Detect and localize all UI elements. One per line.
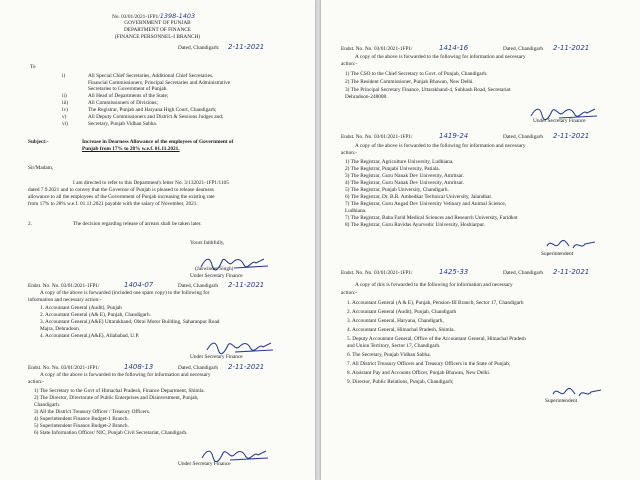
endst-item: 2) The Director, Directorate of Public Enterprises and Disinvestment, Punjab, — [34, 395, 199, 401]
subject-label: Subject:- — [28, 139, 49, 145]
recipient-text: All Head of Departments of the State; — [88, 93, 169, 99]
endst-item: 1) The CSO to the Chief Secretary to Govt. of Punjab, Chandigarh. — [345, 71, 488, 77]
recipient-text: All Deputy Commissioners and District & Sessions Judges and; — [88, 114, 224, 120]
endst-item: and Union Territory, Sector 17, Chandigarh. — [347, 343, 441, 349]
endst-item: Chandigarh. — [34, 402, 61, 408]
endst-item: 3) All the District Treasury Officer / Treasury Officers. — [34, 409, 151, 415]
signer-designation: Superintendent — [545, 398, 578, 404]
endst-item: 2) The Resident Commissioner, Punjab Bhawan, New Delhi. — [345, 79, 474, 85]
endst-item: Dehradoon-248008. — [345, 94, 388, 100]
endst-number-handwritten: 1419-24 — [439, 132, 469, 140]
endst-number-handwritten: 1425-33 — [439, 268, 469, 276]
letter-page-right — [321, 0, 640, 480]
endst-item: 1) The Secretary to the Govt of Himachal Pradesh, Finance Department, Shimla. — [34, 388, 205, 394]
govt-heading: GOVERNMENT OF PUNJAB — [124, 20, 191, 26]
endst-item: 6. The Secretary, Punjab Vidhan Sabha. — [347, 352, 431, 358]
recipient-num: iv) — [62, 107, 68, 113]
endst-intro: A copy of the above is forwarded to the following for information and necessary — [355, 143, 526, 149]
endst-item: 9. Director, Public Relations, Punjab, Chandigarh; — [347, 379, 454, 385]
endst-intro: action:- — [341, 290, 358, 296]
endst-intro: A copy of the above is forwarded (included one spare copy) to the following for — [40, 290, 210, 296]
signer-designation: Under Secretary Finance — [190, 273, 243, 279]
endst-date-label: Dated, Chandigarh — [503, 46, 544, 52]
to-label: To — [30, 64, 36, 70]
endst-intro: action:- — [341, 150, 358, 156]
endst-item: 2. Accountant General (Audit), Punjab, Chandigarh — [347, 309, 457, 315]
endst-item: 7) The Registrar, Guru Angad Dev University Vetinary and Animal Science, — [345, 201, 507, 207]
letter-page-left — [0, 0, 315, 480]
recipient-text: Secretary, Punjab Vidhan Sabha. — [88, 121, 158, 127]
memo-number-label: No. 03/01/2021-1FP1/ — [112, 14, 160, 20]
endst-number: Endst. No. No. 03/01/2021-1FP1/ — [341, 46, 413, 52]
endst-number-handwritten: 1414-16 — [439, 44, 469, 52]
endst-intro: information and necessary action:- — [28, 297, 102, 303]
header-date-handwritten: 2-11-2021 — [228, 43, 265, 51]
recipient-text: All Commissioners of Divisions; — [88, 100, 158, 106]
endst-intro: A copy of the above is forwarded to the following for information and necessary — [40, 372, 211, 378]
body-line: dated 7.9.2021 and to convey that the Governor of Punjab is pleased to release dearness — [28, 187, 214, 193]
endst-number: Endst. No. No. 03/01/2021-1FP1/ — [28, 283, 100, 289]
endst-item: 6) The Registrar, Dr. B.R. Ambedkar Technical University, Jalandhar. — [345, 194, 493, 200]
endst-item: Majra, Dehradoon. — [40, 326, 81, 332]
endst-date-handwritten: 2-11-2021 — [228, 281, 265, 289]
endst-item: 8) The Registrar, Guru Ravidas Ayurvedic University, Hoshiarpur. — [345, 222, 486, 228]
endst-item: 3) The Principal Secretary Finance, Uttarakhand-4, Subhash Road, Secretariat — [345, 87, 511, 93]
body-line: I am directed to refer to this Department's letter No. 3/132021-1FP1/1105 — [73, 180, 229, 186]
salutation: Sir/Madam, — [28, 165, 54, 171]
para2-number: 2. — [28, 221, 32, 227]
endst-date-handwritten: 2-11-2021 — [553, 268, 590, 276]
endst-item: 4. Accountant General, Himachal Pradesh, Shimla. — [347, 327, 455, 333]
endst-date-handwritten: 2-11-2021 — [553, 132, 590, 140]
recipient-text: All Special Chief Secretaries, Additional Chief Secretaries, — [88, 73, 214, 79]
endst-number-handwritten: 1404-07 — [124, 281, 154, 289]
body-line: from 17% to 28% w.e.f. 01.11.2021 payable with the salary of November, 2021. — [28, 201, 198, 207]
endst-number: Endst. No. No. 03/01/2021-1FP1/ — [341, 270, 413, 276]
endst-item: 4) The Registrar, Guru Nanak Dev University, Amritsar. — [345, 180, 464, 186]
endst-item: 2. Accountant General (A& E), Punjab, Chandigarh. — [40, 312, 151, 318]
endst-intro: action:- — [341, 61, 358, 67]
body-line: allowance to all the employees of the Government of Punjab increasing the existing rate — [28, 194, 215, 200]
endst-date-label: Dated, Chandigarh — [503, 134, 544, 140]
endst-date-label: Dated, Chandigarh — [503, 270, 544, 276]
endst-date-label: Dated, Chandigarh — [178, 365, 219, 371]
subject-line: Punjab from 17% to 28% w.e.f. 01.11.2021. — [82, 146, 180, 152]
recipient-text: Secretaries to Government of Punjab. — [88, 86, 168, 92]
endst-item: Ludhiana. — [345, 208, 367, 214]
endst-number: Endst. No. No. 03/01/2021-1FP1/ — [28, 365, 100, 371]
endst-item: 8. Assistant Pay and Accounts Officer, Punjab Bhawan, New Delhi. — [347, 370, 491, 376]
endst-item: 7. All District Treasury Officers and Treasury Officers in the State of Punjab; — [347, 361, 511, 367]
header-date-label: Dated, Chandigarh: — [178, 45, 220, 51]
recipient-text: Financial Commissioners, Principal Secretaries and Administrative — [88, 79, 231, 86]
endst-intro: A copy of this is forwarded to the following for information and necessary — [355, 282, 513, 288]
endst-item: 3) The Registrar, Guru Nanak Dev University, Amritsar. — [345, 173, 464, 179]
endst-item: 6) State Information Officer/ NIC, Punjab Civil Secretariat, Chandigarh. — [34, 430, 188, 436]
endst-intro: A copy of the above is forwarded to the following for information and necessary — [355, 54, 526, 60]
endst-item: 1) The Registrar, Agriculture University, Ludhiana. — [345, 159, 454, 165]
endst-intro: action:- — [28, 379, 45, 385]
endst-item: 2) The Registrar, Punjabi University, Patiala. — [345, 166, 440, 172]
endst-item: 3. Accountant General, Haryana, Chandigarh, — [347, 318, 444, 324]
dept-heading: DEPARTMENT OF FINANCE — [123, 27, 192, 33]
endst-item: 4) Superintendent Finance Budget-1 Branch. — [34, 416, 129, 422]
endst-number: Endst. No. No. 03/01/2021-1FP1/ — [341, 134, 413, 140]
recipient-num: i) — [62, 73, 66, 79]
endst-number-handwritten: 1408-13 — [124, 363, 154, 371]
recipient-num: iii) — [62, 100, 69, 106]
signer-designation: Superintendent — [541, 251, 574, 257]
signer-designation: Under Secretary Finance — [533, 118, 586, 124]
recipient-num: v) — [62, 114, 67, 120]
endst-date-label: Dated, Chandigarh — [178, 283, 219, 289]
endst-item: 7) The Registrar, Baba Farid Medical Sciences and Research University, Faridkot — [345, 215, 518, 221]
endst-item: 5) The Registrar, Punjab University, Chandigarh. — [345, 187, 449, 193]
endst-date-handwritten: 2-11-2021 — [228, 363, 265, 371]
signer-designation: Under Secretary Finance — [178, 461, 231, 467]
header-date — [178, 45, 219, 52]
endst-date-handwritten: 2-11-2021 — [553, 44, 590, 52]
signer-name: (Jaswinder Singh) — [195, 266, 234, 272]
subject-line: Increase in Dearness Allowance of the employees of Government of — [82, 139, 234, 145]
endst-item: 3. Accountant General,(A&E) Uttarakhand, Obrai Motor Building, Saharanpur Road — [40, 319, 220, 325]
memo-number-handwritten: 1398-1403 — [159, 12, 196, 20]
para2-text: The decision regarding release of arrears shall be taken later. — [73, 221, 202, 227]
endst-item: 1. Accountant General (Audit), Punjab — [40, 305, 122, 311]
recipient-num: ii) — [62, 93, 67, 99]
endst-item: 5) Superintendent Finance Budget-2 Branch. — [34, 423, 129, 429]
endst-item: 5. Deputy Accountant General, Office of the Accountant General, Himachal Pradesh — [347, 336, 526, 342]
yours-faithfully: Yours faithfully, — [190, 240, 225, 246]
recipient-num: vi) — [62, 121, 68, 127]
endst-item: 1. Accountant General (A & E), Punjab, Pension-III Branch, Sector 17, Chandigarh — [347, 300, 524, 306]
recipient-text: The Registrar, Punjab and Haryana High Court, Chandigarh; — [88, 107, 217, 113]
signer-designation: Under Secretary Finance — [190, 354, 243, 360]
branch-heading: (FINANCE PERSONNEL-I BRANCH) — [114, 34, 201, 40]
endst-item: 4. Accountant General,(A&E), Allahabad, U.P. — [40, 333, 140, 339]
